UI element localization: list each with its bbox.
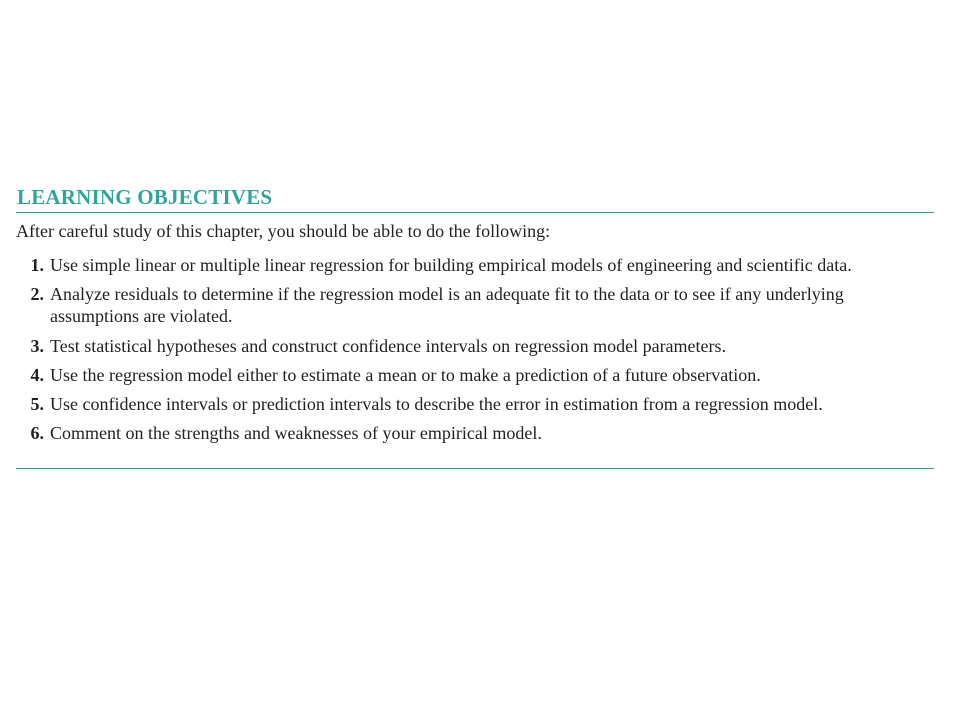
objective-number: 2. bbox=[30, 284, 44, 305]
objective-item bbox=[16, 393, 934, 415]
objective-number: 5. bbox=[30, 394, 44, 415]
objective-item bbox=[16, 335, 934, 357]
objective-text: Use simple linear or multiple linear regression for building empirical models of engineering and scientific data. bbox=[50, 255, 852, 275]
heading-rule bbox=[16, 212, 934, 213]
objective-item bbox=[16, 422, 934, 444]
objective-item bbox=[16, 364, 934, 386]
objective-text: Analyze residuals to determine if the regression model is an adequate fit to the data or to see if any underlying assumptions are violated. bbox=[50, 284, 844, 327]
intro-text: After careful study of this chapter, you should be able to do the following: bbox=[16, 221, 551, 241]
objective-number: 6. bbox=[30, 423, 44, 444]
objectives-list bbox=[16, 254, 934, 444]
objective-number: 4. bbox=[30, 364, 44, 385]
objective-text: Use the regression model either to estimate a mean or to make a prediction of a future observation. bbox=[50, 364, 761, 385]
objective-text: Comment on the strengths and weaknesses of your empirical model. bbox=[50, 423, 542, 444]
objective-text: Test statistical hypotheses and construct confidence intervals on regression model parameters. bbox=[50, 335, 727, 356]
section-heading: LEARNING OBJECTIVES bbox=[17, 185, 273, 209]
objective-number: 1. bbox=[30, 255, 44, 275]
objective-number: 3. bbox=[30, 335, 44, 356]
learning-objectives-section bbox=[16, 184, 934, 452]
objective-text: Use confidence intervals or prediction intervals to describe the error in estimation from a regression model. bbox=[50, 394, 823, 415]
bottom-rule bbox=[16, 468, 934, 469]
objective-item bbox=[16, 254, 934, 276]
objective-item bbox=[16, 283, 934, 327]
